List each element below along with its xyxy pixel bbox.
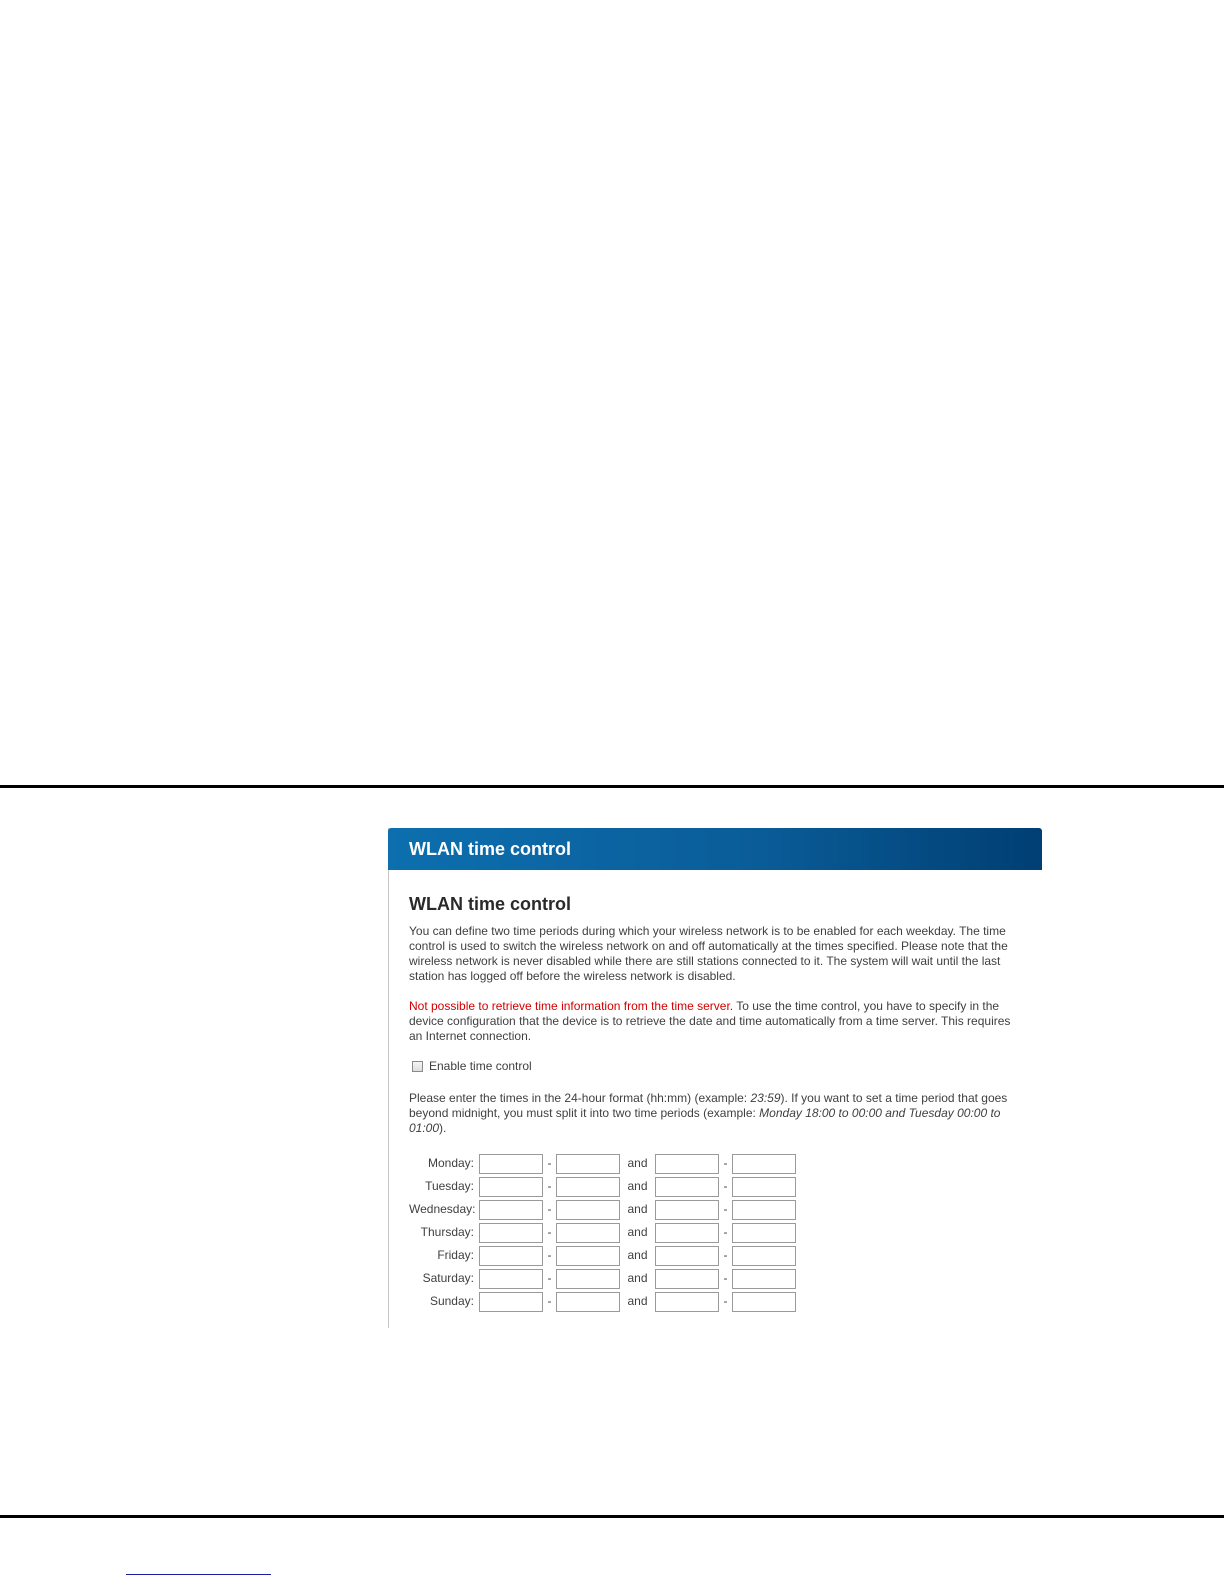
intro-text: You can define two time periods during which your wireless network is to be enabled for each weekday. The time control is used to switch the wireless network on and off automatically at the times specified. Please note that the wireless network is never disabled while there are still stations connected to it. The system will wait until the last station has logged off before the wireless network is disabled. bbox=[409, 924, 1008, 983]
format-example-2: Monday 18:00 to 00:00 and Tuesday 00:00 to 01:00 bbox=[409, 1106, 1001, 1135]
format-text-1: Please enter the times in the 24-hour format (hh:mm) (example: bbox=[409, 1091, 751, 1105]
range-dash: - bbox=[723, 1294, 728, 1308]
day-label: Sunday: bbox=[429, 1294, 474, 1308]
panel-header: WLAN time control bbox=[388, 828, 1042, 870]
footer-link-underline bbox=[126, 1574, 271, 1575]
page-title: WLAN time control bbox=[409, 894, 571, 914]
period1-end-input[interactable] bbox=[556, 1269, 620, 1289]
period2-end-input[interactable] bbox=[732, 1292, 796, 1312]
range-dash: - bbox=[547, 1225, 552, 1239]
schedule-row bbox=[409, 1244, 1042, 1267]
period1-end-input[interactable] bbox=[556, 1223, 620, 1243]
period1-end-input[interactable] bbox=[556, 1246, 620, 1266]
schedule-row bbox=[409, 1267, 1042, 1290]
schedule-table bbox=[409, 1152, 1042, 1313]
period2-start-input[interactable] bbox=[655, 1269, 719, 1289]
range-dash: - bbox=[547, 1294, 552, 1308]
top-divider bbox=[0, 785, 1224, 788]
and-separator: and bbox=[627, 1248, 648, 1262]
period1-start-input[interactable] bbox=[479, 1154, 543, 1174]
wlan-time-control-panel bbox=[388, 828, 1042, 1328]
enable-time-control-label[interactable]: Enable time control bbox=[429, 1059, 532, 1073]
time-server-warning bbox=[409, 999, 1021, 1044]
format-instructions bbox=[409, 1091, 1021, 1136]
schedule-row bbox=[409, 1221, 1042, 1244]
range-dash: - bbox=[723, 1248, 728, 1262]
period2-start-input[interactable] bbox=[655, 1154, 719, 1174]
schedule-row bbox=[409, 1175, 1042, 1198]
warning-explanation: To use the time control, you have to specify in the device configuration that the device is to retrieve the date and time automatically from a time server. This requires an Internet connection. bbox=[409, 999, 1011, 1043]
and-separator: and bbox=[627, 1225, 648, 1239]
range-dash: - bbox=[547, 1179, 552, 1193]
range-dash: - bbox=[723, 1225, 728, 1239]
period2-start-input[interactable] bbox=[655, 1246, 719, 1266]
period1-start-input[interactable] bbox=[479, 1223, 543, 1243]
format-example: 23:59 bbox=[750, 1091, 781, 1105]
period1-end-input[interactable] bbox=[556, 1177, 620, 1197]
bottom-divider bbox=[0, 1515, 1224, 1518]
period2-end-input[interactable] bbox=[732, 1177, 796, 1197]
period2-end-input[interactable] bbox=[732, 1246, 796, 1266]
format-text-2: ). If you want to set a time period that goes beyond midnight, you must split it into two time periods (example: bbox=[409, 1091, 1008, 1120]
period1-start-input[interactable] bbox=[479, 1292, 543, 1312]
period2-end-input[interactable] bbox=[732, 1154, 796, 1174]
period2-end-input[interactable] bbox=[732, 1269, 796, 1289]
range-dash: - bbox=[547, 1202, 552, 1216]
day-label: Saturday: bbox=[422, 1271, 474, 1285]
range-dash: - bbox=[723, 1271, 728, 1285]
period2-start-input[interactable] bbox=[655, 1200, 719, 1220]
day-label: Wednesday: bbox=[409, 1202, 476, 1216]
and-separator: and bbox=[627, 1202, 648, 1216]
day-label: Monday: bbox=[427, 1156, 474, 1170]
and-separator: and bbox=[627, 1156, 648, 1170]
and-separator: and bbox=[627, 1271, 648, 1285]
day-label: Friday: bbox=[437, 1248, 474, 1262]
range-dash: - bbox=[547, 1248, 552, 1262]
period1-end-input[interactable] bbox=[556, 1200, 620, 1220]
period1-start-input[interactable] bbox=[479, 1177, 543, 1197]
period2-start-input[interactable] bbox=[655, 1292, 719, 1312]
format-text-3: ). bbox=[439, 1121, 447, 1135]
schedule-row bbox=[409, 1152, 1042, 1175]
range-dash: - bbox=[547, 1156, 552, 1170]
period2-start-input[interactable] bbox=[655, 1177, 719, 1197]
enable-time-control-row[interactable] bbox=[412, 1059, 1042, 1074]
panel-body bbox=[389, 893, 1042, 1313]
range-dash: - bbox=[723, 1202, 728, 1216]
period1-start-input[interactable] bbox=[479, 1200, 543, 1220]
period1-end-input[interactable] bbox=[556, 1292, 620, 1312]
day-label: Thursday: bbox=[420, 1225, 474, 1239]
period1-start-input[interactable] bbox=[479, 1269, 543, 1289]
warning-text: Not possible to retrieve time information from the time server. bbox=[409, 999, 734, 1013]
and-separator: and bbox=[627, 1179, 648, 1193]
enable-time-control-checkbox[interactable] bbox=[412, 1061, 423, 1072]
period2-start-input[interactable] bbox=[655, 1223, 719, 1243]
period1-end-input[interactable] bbox=[556, 1154, 620, 1174]
period2-end-input[interactable] bbox=[732, 1223, 796, 1243]
schedule-row bbox=[409, 1290, 1042, 1313]
period1-start-input[interactable] bbox=[479, 1246, 543, 1266]
period2-end-input[interactable] bbox=[732, 1200, 796, 1220]
range-dash: - bbox=[723, 1156, 728, 1170]
and-separator: and bbox=[627, 1294, 648, 1308]
day-label: Tuesday: bbox=[425, 1179, 474, 1193]
range-dash: - bbox=[547, 1271, 552, 1285]
schedule-row bbox=[409, 1198, 1042, 1221]
range-dash: - bbox=[723, 1179, 728, 1193]
